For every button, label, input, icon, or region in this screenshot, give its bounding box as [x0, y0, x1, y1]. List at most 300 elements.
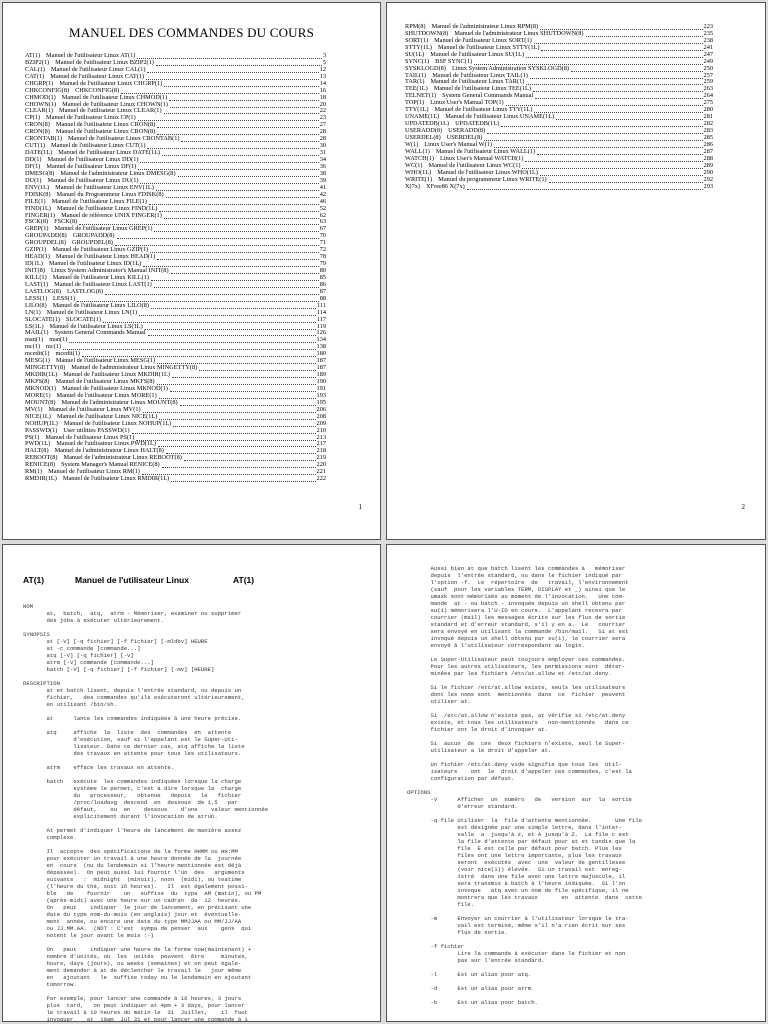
toc-dot-leader: [143, 266, 318, 267]
toc-entry-page: 30: [319, 142, 326, 150]
toc-entry-description: Linux User's Manual W(1): [424, 140, 492, 148]
toc-entry-description: Manuel de l'utilisateur Linux AT(1): [46, 51, 136, 59]
toc-entry-command: WALL(1): [405, 147, 430, 155]
toc-entry-page: 41: [319, 183, 326, 191]
toc-entry-page: 180: [316, 350, 326, 358]
toc-entry-page: 187: [316, 357, 326, 365]
toc-entry-description: Manuel de l'utilisateur Linux PS(1): [45, 433, 135, 441]
toc-entry: [25, 233, 326, 240]
toc-entry-command: CP(1): [25, 114, 41, 122]
page-2-table-of-contents: [386, 2, 766, 540]
toc-entry-page: 264: [703, 92, 713, 100]
toc-entry-command: RENICE(8): [25, 461, 56, 469]
man-body-text: Aussi bien at que batch lisent les commandes à mémoriser depuis l'entrée standard, ou dans le fichier indiqué par l'option -f. Le répertoire de travail, l'environnement (sauf pour les variables TERM, DISPLAY et _) ainsi que le umask sont mémorisés au moment de l'invocation. Une com- mande at - ou batch - invoquée depuis un shell obtenu par su(1) mémorisera l'U-ID en cours. L'appelant recevra par courrier (mail) les messages écrits sur les flux de sortie standard et d'erreur standard, s'il y en a. Le courrier sera envoyé en utilisant la commande /bin/mail. Si at est invoqué depuis un shell obtenu par su(1), le courrier sera envoyé à l'utilisateur correspondant au login. Le Super-Utilisateur peut toujours employer ces commandes. Pour les autres utilisateurs, les permissions sont déter- minées par les fichiers /etc/at.allow et /etc/at.deny. Si le fichier /etc/at.allow existe, seuls les utilisateurs dont les noms sont mentionnés dans ce fichier peuvent utiliser at. Si /etc/at.allow n'existe pas, at vérifie si /etc/at.deny existe, et tous les utilisateurs non-mentionnés dans ce fichier ont le droit d'invoquer at. Si aucun de ces deux fichiers n'existe, seul le Super- utilisateur a le droit d'appeler at. Un fichier /etc/at.deny vide signifie que tous les util- isateurs ont le droit d'appeler ces commandes, c'est la configuration par défaut. OPTIONS -V Afficher un numéro de version sur la sortie d'erreur standard. -q file Utiliser la file d'attente mentionnée. Une file est désignée par une simple lettre, dans l'inter- valle a jusqu'à z, et A jusqu'à Z. La file c est la file d'attente par défaut pour at et tandis que la file E est celle par défaut pour batch. Plus les files ont une lettre importante, plus les travaux seront exécutés avec une valeur de gentillesse (voir nice(1)) élevée. Si un travail est enreg- istré dans une file avec une lettre majuscule, il sera transmis à batch à l'heure indiquée. Si l'on invoque atq avec un nom de file spécifique, il ne montrera que les travaux en attente dans cette file. -m Envoyer un courrier à l'utilisateur lorsque le tra- vail est terminé, même s'il n'a rien écrit sur ses flux de sortie. -f fichier Lire la commande à exécuter dans le fichier et non pas sur l'entrée standard. -l Est un alias pour atq. -d Est un alias pour atrm. -b Est un alias pour batch.: [407, 565, 642, 1006]
toc-dot-leader: [534, 112, 702, 113]
toc-dot-leader: [166, 453, 316, 454]
toc-entry-description: Manuel de l'administrateur Linux HALT(8): [54, 447, 164, 455]
toc-entry-page: 217: [316, 440, 326, 448]
toc-entry: [25, 337, 326, 344]
toc-dot-leader: [159, 419, 315, 420]
toc-dot-leader: [522, 168, 702, 169]
toc-dot-leader: [164, 86, 318, 87]
toc-dot-leader: [139, 315, 316, 316]
toc-dot-leader: [146, 79, 319, 80]
toc-entry-description: Manuel de l'utilisateur Linux STTY(1L): [437, 43, 540, 51]
page-1-table-of-contents: [2, 2, 381, 540]
toc-entry-command: TAR(1): [405, 78, 425, 86]
toc-dot-leader: [159, 398, 316, 399]
toc-entry-command: BZIP2(1): [25, 58, 50, 66]
toc-entry-description: Manuel de l'utilisateur Linux TTY(1L): [434, 106, 533, 114]
toc-entry: [25, 226, 326, 233]
toc-dot-leader: [556, 119, 702, 120]
toc-dot-leader: [148, 335, 316, 336]
toc-entry-command: NICE(1L): [25, 412, 51, 420]
toc-dot-leader: [132, 433, 316, 434]
toc-entry-description: Manuel de l'utilisateur Linux FIND(1L): [56, 204, 158, 212]
toc-entry-description: Manuel de l'utilisateur Linux CP(1): [46, 114, 136, 122]
toc-entry-page: 22: [319, 107, 326, 115]
page-number: 2: [741, 503, 745, 511]
toc-entry-command: NOHUP(1L): [25, 419, 58, 427]
toc-entry-description: BSF SYNC(1): [435, 57, 473, 65]
toc-dot-leader: [199, 370, 315, 371]
toc-dot-leader: [181, 141, 318, 142]
toc-entry-page: 250: [703, 64, 713, 72]
toc-entry-command: CRONTAB(1): [25, 135, 62, 143]
toc-entry-description: Manuel de l'utilisateur Linux RM(1): [48, 468, 140, 476]
toc-entry-command: KILL(1): [25, 273, 47, 281]
toc-entry-description: GROUPDEL(8): [71, 239, 113, 247]
toc-entry-page: 187: [316, 364, 326, 372]
toc-entry-page: 85: [319, 273, 326, 281]
toc-entry-page: 36: [319, 162, 326, 170]
toc-entry-page: 218: [316, 447, 326, 455]
toc-entry-page: 281: [703, 113, 713, 121]
toc-entry-command: CLEAR(1): [25, 107, 53, 115]
toc-entry-page: 195: [316, 398, 326, 406]
toc-entry-page: 134: [316, 336, 326, 344]
toc-entry-page: 52: [319, 204, 326, 212]
toc-entry-page: 289: [703, 161, 713, 169]
toc-entry-command: CUT(1): [25, 142, 45, 150]
toc-entry-page: 119: [316, 322, 326, 330]
toc-entry-page: 222: [316, 475, 326, 483]
toc-dot-leader: [173, 426, 315, 427]
toc-entry-page: 220: [316, 461, 326, 469]
toc-entry-command: SYSKLOGD(8): [405, 64, 446, 72]
toc-entry-page: 208: [316, 412, 326, 420]
toc-entry-description: Manuel de l'utilisateur Linux NOHUP(1L): [63, 419, 172, 427]
toc-entry-page: 14: [319, 79, 326, 87]
toc-dot-leader: [149, 204, 319, 205]
toc-title: MANUEL DES COMMANDES DU COURS: [68, 25, 315, 40]
toc-dot-leader: [151, 280, 319, 281]
toc-entry-description: Manuel de l'utilisateur Linux DATE(1L): [58, 149, 161, 157]
toc-entry-page: 223: [703, 22, 713, 30]
toc-entry-page: 28: [319, 128, 326, 136]
toc-entry-command: MAIL(1): [25, 329, 49, 337]
toc-entry-page: 193: [316, 391, 326, 399]
toc-list: [25, 53, 326, 483]
toc-entry: [25, 331, 326, 338]
toc-entry-description: Manuel de l'administrateur Linux MINGETTY(8): [71, 364, 198, 372]
toc-dot-leader: [151, 308, 316, 309]
toc-entry-command: PWD(1L): [25, 440, 51, 448]
toc-entry-description: Manuel de l'administrateur Linux MOUNT(8): [61, 398, 178, 406]
toc-dot-leader: [533, 91, 703, 92]
toc-entry-description: Linux User's Manual WATCH(1): [440, 154, 524, 162]
page-4-man-at-continued: [386, 544, 766, 1022]
toc-entry-description: Manuel de l'utilisateur Linux FILE(1): [51, 197, 147, 205]
toc-entry-description: Manuel de l'utilisateur Linux MV(1): [48, 405, 141, 413]
toc-entry-command: W(1): [405, 140, 419, 148]
toc-entry-command: MKNOD(1): [25, 384, 57, 392]
header-left: AT(1): [23, 575, 45, 585]
man-body-text: NOM at, batch, atq, atrm - Mémoriser, examiner ou supprimer des jobs à exécuter ultérieurement. SYNOPSIS at [-V] [-q fichier] [-f fichier] [-mldbv] HEURE at -c commande [commande...] atq [-V] [-q fichier] [-v] atrm [-V] commande [commande...] batch [-V] [-q fichier] [-f fichier] [-mv] [HEURE] DESCRIPTION at et batch lisent, depuis l'entrée standard, ou depuis un fichier, des commandes qu'ils exécuteront ultérieurement, en utilisant /bin/sh. at lance les commandes indiquées à une heure précise. atq affiche la liste des commandes en attente d'exécution, sauf si l'appelant est le Super-Uti- lisateur. Dans ce dernier cas, atq affiche la liste des travaux en attente pour tous les utilisateurs. atrm efface les travaux en attente. batch exécute les commandes indiquées lorsque la charge système le permet, c'est à dire lorsque la charge du processeur, obtenue depuis le fichier /proc/loadavg descend en dessous de 1,5 par défaut, ou en dessous d'une valeur mentionnée explicitement durant l'invocation de atrun. At permet d'indiquer l'heure de lancement de manière assez complexe. Il accepte des spécifications de la forme HHMM ou HH:MM pour exécuter un travail à une heure donnée de la journée en cours (ou du lendemain si l'heure mentionnée est déjà dépassée). On peut aussi lui fournir l'un des arguments suivants : midnight (minuit), noon (midi), ou teatime (l'heure du thé, soit 16 heures). Il est également possi- ble de fournir un suffixe du type AM (matin), ou PM (après-midi) avec une heure sur un cadran de 12 heures. On peut indiquer le jour de lancement, en précisant une date du type nom-du-mois (en anglais) jour et éventuelle- ment année, ou encore une date du type MMJJAA ou MM/JJ/AA ou JJ.MM.AA. (NDT : C'est sympa de penser aux gens qui notent le jour avant le mois :-) On peut indiquer une heure de la forme now(maintenant) + nombre d'unités, où les unités peuvent être minutes, hours, days (jours), ou weeks (semaines) et on peut égale- ment demander à at de déclencher le travail le jour même en ajoutant le suffixe today ou le lendemain en ajoutant tomorrow. Par exemple, pour lancer une commande à 16 heures, 3 jours plus tard, on peut indiquer at 4pm + 3 days, pour lancer le travail à 10 heures du matin le 31 Juillet, il faut invoquer at 10am Jul 31 et pour lancer une commande à 1: [23, 603, 269, 1022]
toc-entry-page: 12: [319, 65, 326, 73]
toc-entry-command: SORT(1): [405, 36, 429, 44]
toc-entry-description: Manuel de l'utilisateur Linux MKDIR(1L): [63, 371, 170, 379]
toc-entry-description: LASTLOG(8): [67, 287, 104, 295]
toc-entry-command: GZIP(1): [25, 246, 47, 254]
toc-entry-page: 259: [703, 78, 713, 86]
toc-entry-page: 263: [703, 85, 713, 93]
toc-entry-description: Manuel de l'utilisateur Linux UNAME(1L): [445, 113, 555, 121]
toc-entry-command: SLOCATE(1): [25, 315, 60, 323]
toc-entry-command: mcedit(1): [25, 350, 50, 358]
toc-entry-page: 23: [319, 114, 326, 122]
toc-entry-page: 191: [316, 384, 326, 392]
toc-entry-command: FINGER(1): [25, 211, 56, 219]
toc-entry-description: Manuel de l'utilisateur Linux CHMOD(1): [61, 93, 168, 101]
toc-dot-leader: [137, 58, 322, 59]
toc-entry-command: WRITE(1): [405, 175, 433, 183]
toc-dot-leader: [117, 238, 319, 239]
toc-dot-leader: [162, 467, 316, 468]
toc-entry-description: Manuel de l'utilisateur Linux CLEAR(1): [58, 107, 162, 115]
toc-entry-description: User utilities PASSWD(1): [63, 426, 130, 434]
toc-dot-leader: [525, 161, 702, 162]
toc-entry-command: CRON(8): [25, 128, 50, 136]
toc-entry-page: 282: [703, 120, 713, 128]
toc-entry-command: INIT(8): [25, 267, 45, 275]
toc-entry-command: WC(1): [405, 161, 423, 169]
toc-entry-description: Manuel de l'utilisateur Linux SU(1L): [430, 50, 525, 58]
toc-entry-page: 190: [316, 378, 326, 386]
toc-entry-command: CHKCONFIG(8): [25, 86, 70, 94]
toc-entry-page: 238: [703, 36, 713, 44]
toc-entry-command: USERADD(8): [405, 127, 443, 135]
toc-entry-description: Manuel de l'utilisateur Linux LN(1): [46, 308, 138, 316]
toc-dot-leader: [170, 391, 316, 392]
toc-entry-command: SHUTDOWN(8): [405, 29, 449, 37]
toc-entry-command: MV(1): [25, 405, 43, 413]
toc-entry-page: 3: [322, 51, 326, 59]
toc-entry-page: 126: [316, 329, 326, 337]
toc-entry-page: 241: [703, 43, 713, 51]
toc-entry-page: 287: [703, 147, 713, 155]
toc-entry-command: MKDIR(1L): [25, 371, 58, 379]
toc-entry-description: USERDEL(8): [446, 133, 483, 141]
toc-entry-command: HEAD(1): [25, 253, 50, 261]
toc-entry-command: LESS(1): [25, 294, 48, 302]
toc-dot-leader: [143, 412, 316, 413]
toc-entry-page: 71: [319, 239, 326, 247]
toc-entry-page: 213: [316, 433, 326, 441]
toc-entry-page: 78: [319, 253, 326, 261]
toc-entry-page: 72: [319, 246, 326, 254]
toc-entry-description: SLOCATE(1): [65, 315, 101, 323]
toc-entry-description: Manuel de l'utilisateur Linux TAIL(1): [432, 71, 528, 79]
toc-entry-page: 210: [316, 426, 326, 434]
toc-entry-command: GREP(1): [25, 225, 49, 233]
toc-dot-leader: [535, 98, 702, 99]
toc-dot-leader: [526, 84, 702, 85]
toc-entry-command: LAST(1): [25, 280, 49, 288]
toc-entry-description: CHKCONFIG(8): [75, 86, 120, 94]
toc-entry-page: 138: [316, 343, 326, 351]
toc-entry-page: 42: [319, 190, 326, 198]
toc-dot-leader: [150, 252, 318, 253]
toc-entry-description: Manuel de référence UNIX FINGER(1): [61, 211, 162, 219]
toc-dot-leader: [484, 140, 702, 141]
toc-entry-description: Manuel de l'utilisateur Linux PWD(1L): [56, 440, 156, 448]
toc-entry-command: WHO(1L): [405, 168, 432, 176]
toc-entry-page: 79: [319, 260, 326, 268]
toc-entry-command: UPDATEDB(1L): [405, 120, 450, 128]
toc-entry-command: mc(1): [25, 343, 41, 351]
toc-dot-leader: [157, 127, 318, 128]
toc-entry-command: WATCH(1): [405, 154, 435, 162]
toc-entry-command: UNAME(1L): [405, 113, 440, 121]
toc-entry-page: 88: [319, 294, 326, 302]
toc-entry-page: 46: [319, 197, 326, 205]
toc-entry-command: PS(1): [25, 433, 40, 441]
page-3-man-at: [2, 544, 381, 1022]
toc-entry-description: Manuel de l'administrateur Linux REBOOT(8): [63, 454, 182, 462]
toc-entry-command: man(1): [25, 336, 44, 344]
toc-entry-page: 221: [316, 468, 326, 476]
toc-dot-leader: [162, 155, 319, 156]
toc-entry: [25, 81, 326, 88]
toc-entry-description: Manuel de l'utilisateur Linux MESG(1): [55, 357, 156, 365]
toc-entry-command: DMESG(8): [25, 169, 55, 177]
toc-dot-leader: [178, 176, 319, 177]
toc-entry-description: Manuel de l'utilisateur Linux HEAD(1): [55, 253, 156, 261]
toc-dot-leader: [540, 175, 703, 176]
toc-entry-command: FILE(1): [25, 197, 46, 205]
toc-entry-description: Manuel de l'utilisateur Linux NICE(1L): [56, 412, 158, 420]
toc-entry-command: TELNET(1): [405, 92, 437, 100]
toc-dot-leader: [534, 43, 703, 44]
toc-dot-leader: [63, 349, 315, 350]
toc-entry-page: 63: [319, 218, 326, 226]
toc-entry-command: CHMOD(1): [25, 93, 56, 101]
toc-dot-leader: [156, 190, 319, 191]
toc-dot-leader: [506, 105, 703, 106]
toc-entry-description: Manuel de l'utilisateur Linux CRON(8): [55, 121, 156, 129]
toc-entry-command: DF(1): [25, 162, 41, 170]
toc-dot-leader: [526, 57, 702, 58]
toc-dot-leader: [159, 211, 318, 212]
toc-entry-command: DD(1): [25, 156, 42, 164]
toc-entry-description: Manuel de l'utilisateur Linux MKFS(8): [55, 378, 155, 386]
toc-entry-description: UPDATEDB(1L): [455, 120, 500, 128]
toc-entry-command: RPM(8): [405, 22, 426, 30]
toc-dot-leader: [184, 460, 316, 461]
toc-list: [405, 24, 713, 191]
toc-entry-description: USERADD(8): [448, 127, 486, 135]
toc-dot-leader: [140, 162, 318, 163]
toc-entry-command: FIND(1L): [25, 204, 51, 212]
toc-dot-leader: [172, 377, 316, 378]
toc-dot-leader: [487, 133, 702, 134]
toc-dot-leader: [147, 148, 318, 149]
toc-entry-description: System General Commands Manual: [442, 92, 534, 100]
toc-entry-command: STTY(1L): [405, 43, 432, 51]
toc-entry-command: LS(1L): [25, 322, 44, 330]
toc-entry-page: 67: [319, 225, 326, 233]
toc-dot-leader: [69, 342, 315, 343]
toc-dot-leader: [164, 218, 319, 219]
toc-entry-description: Manuel de l'administrateur Linux SHUTDOWN(8): [454, 29, 584, 37]
toc-entry-description: Manuel de l'utilisateur Linux CUT(1): [50, 142, 146, 150]
toc-dot-leader: [501, 126, 702, 127]
toc-entry-description: Manuel de l'utilisateur Linux BZIP2(1): [55, 58, 154, 66]
toc-entry-description: Manuel de l'utilisateur Linux CHGRP(1): [59, 79, 163, 87]
toc-entry-page: 70: [319, 232, 326, 240]
toc-entry-page: 275: [703, 99, 713, 107]
toc-entry-command: LASTLOG(8): [25, 287, 62, 295]
toc-dot-leader: [180, 405, 316, 406]
toc-entry-page: 111: [317, 301, 326, 309]
toc-entry-page: 18: [319, 93, 326, 101]
toc-entry-command: RMDIR(1L): [25, 475, 57, 483]
toc-entry-description: Manuel de l'utilisateur Linux DD(1): [47, 156, 139, 164]
toc-entry-page: 13: [319, 72, 326, 80]
toc-entry-command: DU(1): [25, 176, 42, 184]
toc-entry-page: 16: [319, 86, 326, 94]
toc-entry-command: TAIL(1): [405, 71, 427, 79]
toc-entry-command: RM(1): [25, 468, 43, 476]
toc-dot-leader: [549, 182, 703, 183]
toc-entry-description: Manuel de l'utilisateur Linux DU(1): [47, 176, 139, 184]
toc-entry-description: Manuel de l'utilisateur Linux ENV(1L): [55, 183, 154, 191]
toc-dot-leader: [140, 183, 318, 184]
toc-entry-page: 62: [319, 211, 326, 219]
toc-entry-description: Manuel de l'utilisateur Linux CRON(8): [55, 128, 156, 136]
toc-entry-description: Linux User's Manual TOP(1): [430, 99, 504, 107]
toc-entry-page: 86: [319, 280, 326, 288]
toc-dot-leader: [530, 78, 703, 79]
toc-entry-page: 20: [319, 100, 326, 108]
toc-entry-page: 209: [316, 419, 326, 427]
toc-dot-leader: [541, 50, 702, 51]
toc-entry-command: REBOOT(8): [25, 454, 58, 462]
toc-entry-description: System Manager's Manual RENICE(8): [61, 461, 160, 469]
toc-entry-command: DATE(1L): [25, 149, 53, 157]
toc-entry-description: Manuel de l'utilisateur Linux TAR(1): [430, 78, 525, 86]
toc-entry-page: 34: [319, 156, 326, 164]
toc-entry-description: XFree86 X(7x): [426, 182, 465, 190]
toc-dot-leader: [586, 36, 703, 37]
toc-entry-description: Manuel de l'utilisateur Linux WHO(1L): [437, 168, 538, 176]
toc-entry-page: 38: [319, 169, 326, 177]
toc-entry-page: 189: [316, 371, 326, 379]
toc-entry-description: Manuel de l'utilisateur Linux WC(1): [428, 161, 521, 169]
toc-entry-description: Linux System Administration SYSKLOGD(8): [451, 64, 569, 72]
toc-entry-page: 285: [703, 133, 713, 141]
toc-entry-command: TTY(1L): [405, 106, 429, 114]
toc-entry-description: Manuel de l'utilisateur Linux GREP(1): [54, 225, 153, 233]
toc-entry-description: mc(1): [46, 343, 62, 351]
toc-entry-command: GROUPADD(8): [25, 232, 67, 240]
toc-entry-page: 283: [703, 127, 713, 135]
toc-entry-description: Manuel de l'utilisateur Linux TEE(1L): [433, 85, 531, 93]
toc-entry-description: Linux System Administrator's Manual INIT(8): [50, 267, 169, 275]
toc-entry-page: 235: [703, 29, 713, 37]
toc-entry-page: 257: [703, 71, 713, 79]
toc-entry-command: LN(1): [25, 308, 41, 316]
toc-entry-command: MINGETTY(8): [25, 364, 66, 372]
toc-entry-page: 114: [316, 308, 326, 316]
toc-entry-description: Manuel de l'utilisateur Linux MKNOD(1): [62, 384, 168, 392]
toc-entry-command: X(7x): [405, 182, 421, 190]
toc-entry-page: 117: [316, 315, 326, 323]
toc-dot-leader: [138, 120, 319, 121]
toc-entry-description: Manuel de l'utilisateur Linux MORE(1): [56, 391, 157, 399]
toc-dot-leader: [157, 259, 318, 260]
toc-entry-page: 5: [322, 58, 326, 66]
toc-entry-command: CHGRP(1): [25, 79, 54, 87]
toc-entry-page: 286: [703, 140, 713, 148]
toc-entry: [25, 476, 326, 483]
toc-dot-leader: [171, 273, 319, 274]
toc-entry-description: Manuel de l'utilisateur Linux RMDIR(1L): [62, 475, 170, 483]
toc-entry-command: CAT(1): [25, 72, 45, 80]
toc-entry-command: AT(1): [25, 51, 41, 59]
toc-entry-description: Manuel de l'utilisateur Linux CAL(1): [50, 65, 146, 73]
toc-entry-page: 87: [319, 287, 326, 295]
toc-entry-description: Manuel de l'utilisateur Linux SORT(1): [434, 36, 532, 44]
toc-entry-command: MESG(1): [25, 357, 50, 365]
toc-entry-page: 247: [703, 50, 713, 58]
toc-entry-page: 292: [703, 175, 713, 183]
toc-entry-page: 31: [319, 149, 326, 157]
toc-entry: [405, 114, 713, 121]
toc-dot-leader: [145, 329, 316, 330]
toc-entry-page: 206: [316, 405, 326, 413]
toc-entry-page: 249: [703, 57, 713, 65]
toc-entry-description: Manuel de l'utilisateur Linux LS(1L): [49, 322, 143, 330]
toc-entry-command: USERDEL(8): [405, 133, 441, 141]
toc-dot-leader: [158, 446, 316, 447]
toc-entry-description: Manuel de l'utilisateur Linux GZIP(1): [52, 246, 149, 254]
toc-dot-leader: [136, 440, 315, 441]
toc-entry-command: TOP(1): [405, 99, 425, 107]
toc-entry-page: 290: [703, 168, 713, 176]
toc-entry-command: SU(1L): [405, 50, 425, 58]
page-number: 1: [358, 503, 362, 511]
toc-entry-description: FSCK(8): [54, 218, 78, 226]
toc-entry-command: GROUPDEL(8): [25, 239, 66, 247]
toc-dot-leader: [166, 197, 319, 198]
toc-dot-leader: [164, 113, 319, 114]
toc-entry-description: Manuel de l'utilisateur Linux CHOWN(1): [62, 100, 168, 108]
header-title: Manuel de l'utilisateur Linux: [75, 575, 189, 585]
toc-entry-description: man(1): [49, 336, 68, 344]
